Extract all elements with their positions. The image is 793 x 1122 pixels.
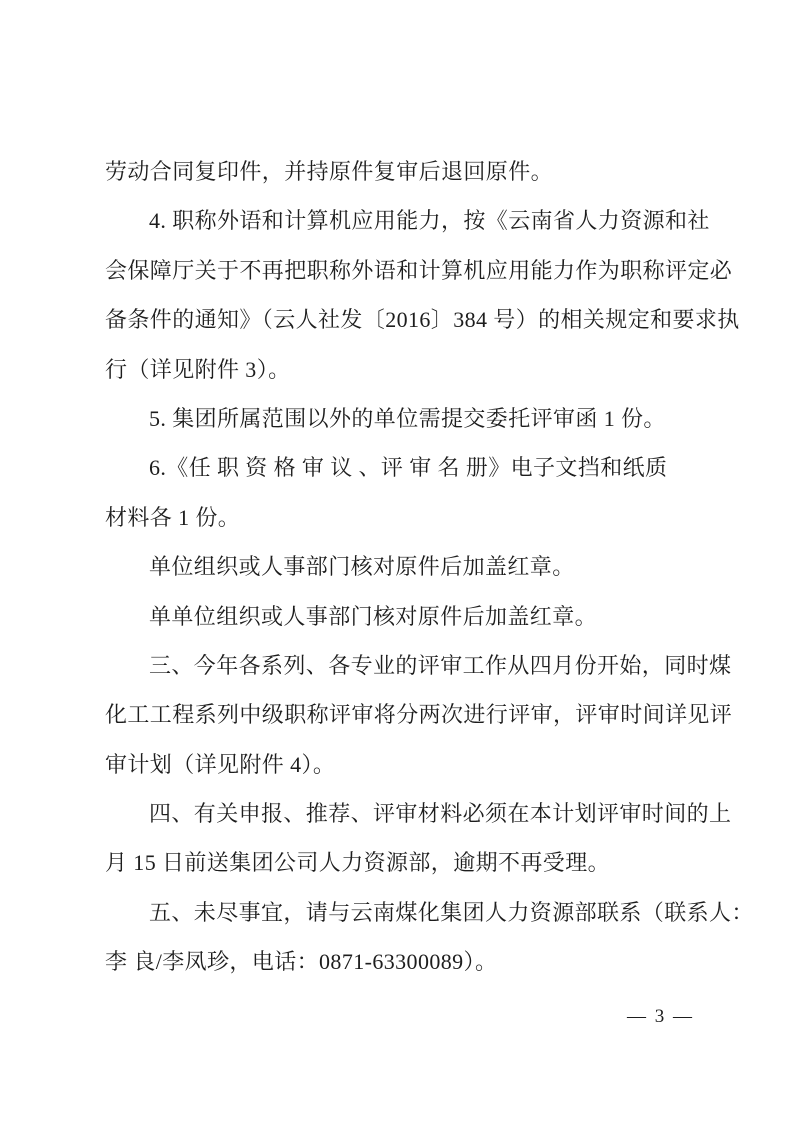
paragraph-line: 三、今年各系列、各专业的评审工作从四月份开始，同时煤 — [149, 652, 732, 678]
paragraph-line: 四、有关申报、推荐、评审材料必须在本计划评审时间的上 — [149, 801, 732, 827]
paragraph-line: 行（详见附件 3）。 — [105, 356, 291, 382]
paragraph-line: 4. 职称外语和计算机应用能力，按《云南省人力资源和社 — [149, 208, 710, 234]
paragraph-line: 劳动合同复印件，并持原件复审后退回原件。 — [105, 159, 554, 184]
page-number: — 3 — — [627, 1006, 694, 1027]
paragraph-line: 单单位组织或人事部门核对原件后加盖红章。 — [149, 603, 598, 629]
document-body — [105, 147, 754, 987]
paragraph-line: 备条件的通知》（云人社发〔2016〕384 号）的相关规定和要求执 — [105, 307, 740, 333]
paragraph-line: 李 良/李凤珍，电话：0871-63300089）。 — [105, 949, 498, 975]
paragraph-line: 审计划（详见附件 4）。 — [105, 751, 336, 777]
paragraph-line: 会保障厅关于不再把职称外语和计算机应用能力作为职称评定必 — [105, 257, 733, 283]
paragraph-line: 单位组织或人事部门核对原件后加盖红章。 — [149, 554, 575, 580]
paragraph-line: 5. 集团所属范围以外的单位需提交委托评审函 1 份。 — [149, 405, 666, 431]
paragraph-line: 五、未尽事宜，请与云南煤化集团人力资源部联系（联系人： — [149, 899, 754, 925]
paragraph-line: 化工工程系列中级职称评审将分两次进行评审，评审时间详见评 — [105, 702, 733, 728]
paragraph-line: 材料各 1 份。 — [105, 504, 241, 530]
paragraph-line: 6.《任 职 资 格 审 议 、评 审 名 册》电子文挡和纸质 — [149, 455, 668, 481]
paragraph-line: 月 15 日前送集团公司人力资源部，逾期不再受理。 — [105, 850, 611, 876]
